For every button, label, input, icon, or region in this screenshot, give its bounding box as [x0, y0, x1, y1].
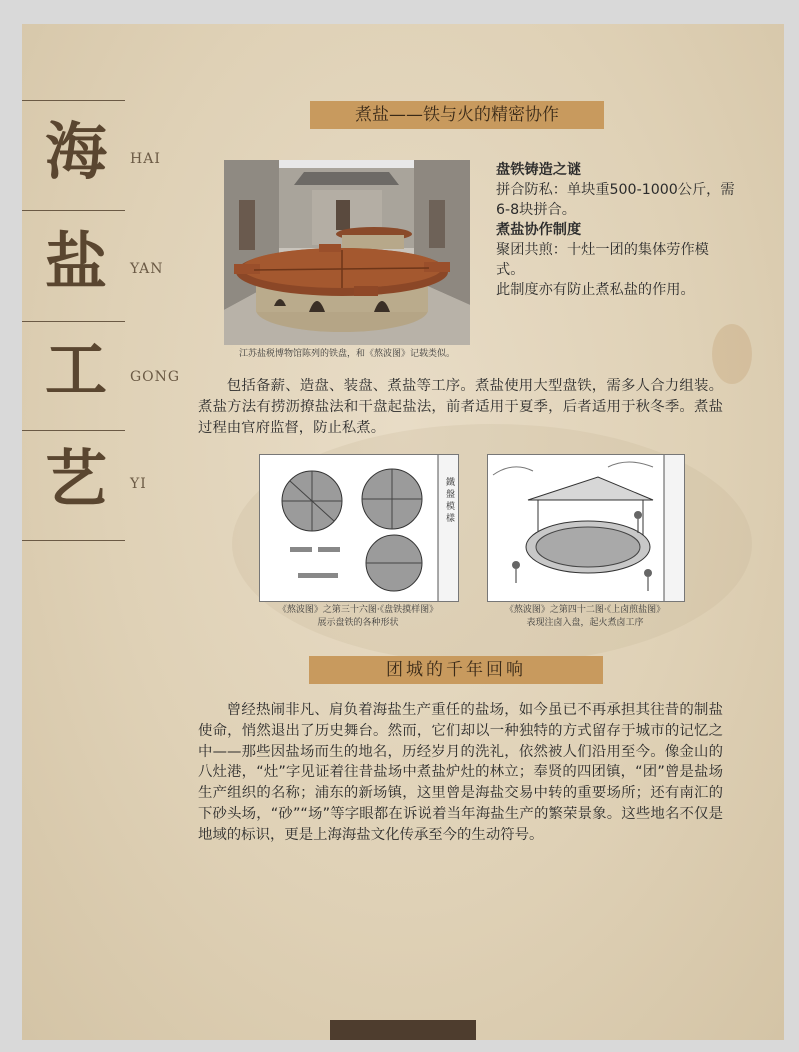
title-divider: [22, 430, 125, 431]
title-char-yan: 盐: [44, 225, 107, 298]
pan-shapes-caption-1: 《熬波图》之第三十六图·《盘铁摸样图》: [277, 605, 439, 615]
side-facts: [496, 160, 736, 300]
pan-shapes-figure: [259, 454, 459, 602]
brine-boiling-figure: [487, 454, 685, 602]
title-divider: [22, 540, 125, 541]
title-char-hai: 海: [44, 115, 107, 188]
title-divider: [22, 100, 125, 101]
title-divider: [22, 321, 125, 322]
photo-caption: 江苏盐税博物馆陈列的铁盘，和《熬波图》记载类似。: [238, 349, 455, 359]
svg-text:模: 模: [446, 502, 456, 512]
pinyin-yan: YAN: [130, 261, 164, 277]
brine-boiling-caption-1: 《熬波图》之第四十二图·《上卤煎盐图》: [504, 605, 666, 615]
pan-shapes-caption-2: 展示盘铁的各种形状: [317, 618, 399, 628]
pinyin-gong: GONG: [130, 369, 181, 385]
iron-pan-photo: [224, 160, 470, 345]
pinyin-hai: HAI: [130, 151, 161, 167]
place-names-paragraph: 曾经热闹非凡、肩负着海盐生产重任的盐场，如今虽已不再承担其往昔的制盐使命，悄然退出了历史舞台。然而，它们却以一种独特的方式留存于城市的记忆之中——那些因盐场而生的地名，历经岁月的洗礼，依然被人们沿用至今。像金山的八灶港，“灶”字见证着往昔盐场中煮盐炉灶的林立；奉贤的四团镇，“团”曾是盐场生产组织的名称；浦东的新场镇，这里曾是海盐交易中转的重要场所；还有南汇的下砂头场，“砂”“场”等字眼都在诉说着当年海盐生产的繁荣景象。这些地名不仅是地域的标识，更是上海海盐文化传承至今的生动符号。: [198, 702, 723, 843]
footer-bar: [330, 1020, 476, 1040]
svg-text:盤: 盤: [446, 490, 456, 500]
paper-stain: [712, 324, 752, 384]
fact-text-anti-private: 此制度亦有防止煮私盐的作用。: [496, 282, 695, 298]
section-banner-boiling: 煮盐——铁与火的精密协作: [310, 101, 604, 129]
fact-text-iron-casting: 拼合防私：单块重500-1000公斤，需6-8块拼合。: [496, 182, 735, 218]
title-char-yi: 艺: [44, 442, 107, 515]
svg-text:鐵: 鐵: [446, 478, 456, 488]
svg-text:樣: 樣: [446, 514, 456, 524]
title-char-gong: 工: [44, 333, 107, 406]
fact-text-collaboration: 聚团共煎：十灶一团的集体劳作模式。: [496, 242, 709, 278]
brine-boiling-caption-2: 表现注卤入盘，起火煮卤工序: [526, 618, 644, 628]
fact-heading-iron-casting: 盘铁铸造之谜: [496, 162, 582, 178]
boiling-process-paragraph: 包括备薪、造盘、装盘、煮盐等工序。煮盐使用大型盘铁，需多人合力组装。煮盐方法有捞沥撩盐法和干盘起盐法，前者适用于夏季，后者适用于秋冬季。煮盐过程由官府监督，防止私煮。: [198, 378, 723, 436]
page: [22, 24, 784, 1040]
pinyin-yi: YI: [130, 476, 147, 492]
fact-heading-collaboration: 煮盐协作制度: [496, 222, 582, 238]
title-divider: [22, 210, 125, 211]
section-banner-echoes: 团城的千年回响: [309, 656, 603, 684]
